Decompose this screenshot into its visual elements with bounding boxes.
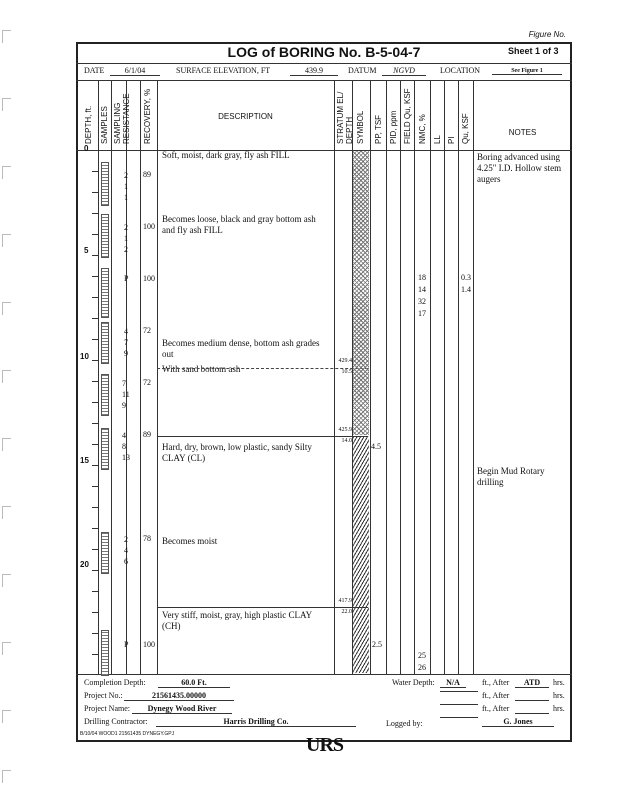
pp-value-2: 2.5	[372, 640, 382, 649]
col-samples: SAMPLES	[100, 106, 109, 144]
date-value: 6/1/04	[110, 66, 160, 76]
col-pi: PI	[447, 136, 456, 144]
depth-tick-0: 0	[84, 144, 89, 153]
water-blank-2	[440, 691, 478, 692]
col-recovery: RECOVERY, %	[143, 88, 152, 144]
description-5: Hard, dry, brown, low plastic, sandy Silty CLAY (CL)	[162, 442, 312, 463]
qu-values: 0.3 1.4	[461, 273, 471, 294]
datum-label: DATUM	[348, 66, 377, 75]
completion-label: Completion Depth:	[84, 678, 146, 687]
project-no-label: Project No.:	[84, 691, 123, 700]
after-blank-2	[515, 691, 549, 701]
recovery-4: 72	[143, 326, 151, 335]
boring-log-frame	[76, 42, 572, 742]
logged-blank	[440, 717, 478, 718]
depth-tick-5: 5	[84, 246, 89, 255]
elevation-value: 439.9	[290, 66, 338, 76]
after-label-2: ft., After	[482, 691, 510, 700]
urs-logo: URS	[306, 734, 344, 756]
hrs-label-3: hrs.	[553, 704, 565, 713]
description-1: Soft, moist, dark gray, fly ash FILL	[162, 150, 290, 160]
sample-1: 2 1 1	[124, 171, 128, 202]
stratum-1: 429.4 10.5	[338, 358, 352, 375]
datum-value: NGVD	[382, 66, 426, 76]
recovery-3: 100	[143, 274, 155, 283]
recovery-8: 100	[143, 640, 155, 649]
description-7: Very stiff, moist, gray, high plastic CLAY (CH)	[162, 610, 312, 631]
col-depth: DEPTH, ft.	[84, 105, 93, 144]
completion-value: 60.0 Ft.	[158, 678, 230, 688]
table-bottom-divider	[76, 674, 572, 675]
water-depth-value: N/A	[440, 678, 466, 688]
recovery-1: 89	[143, 170, 151, 179]
depth-ruler	[92, 150, 98, 674]
description-4: With sand bottom ash	[162, 364, 241, 374]
col-qu: Qu, KSF	[461, 113, 470, 144]
sample-3: P	[124, 274, 129, 283]
note-1: Boring advanced using 4.25" I.D. Hollow stem augers	[477, 152, 562, 184]
pp-value-1: 4.5	[371, 442, 381, 451]
logged-by-label: Logged by:	[386, 719, 423, 728]
description-6: Becomes moist	[162, 536, 218, 546]
col-ll: LL	[433, 135, 442, 144]
recovery-5: 72	[143, 378, 151, 387]
atd-value: ATD	[515, 678, 549, 688]
clay-symbol-pattern	[353, 436, 369, 673]
sheet-number: Sheet 1 of 3	[508, 46, 559, 56]
sample-6: 4 8 13	[122, 431, 130, 462]
project-no-value: 21561435.00000	[124, 691, 234, 701]
contractor-label: Drilling Contractor:	[84, 717, 148, 726]
stratum-2: 425.9 14.0	[338, 427, 352, 444]
col-description: DESCRIPTION	[218, 112, 273, 121]
col-pid: PID, ppm	[389, 110, 398, 144]
col-sampling-resistance: SAMPLING RESISTANCE	[113, 93, 131, 144]
depth-tick-20: 20	[80, 560, 89, 569]
fill-symbol-pattern	[353, 151, 369, 435]
col-pp: PP, TSF	[374, 114, 383, 144]
date-label: DATE	[84, 66, 105, 75]
sample-8: P	[124, 640, 129, 649]
description-3: Becomes medium dense, bottom ash grades out	[162, 338, 320, 359]
recovery-7: 78	[143, 534, 151, 543]
sample-7: 2 4 6	[124, 535, 128, 566]
depth-tick-10: 10	[80, 352, 89, 361]
elevation-label: SURFACE ELEVATION, FT	[176, 66, 271, 75]
info-divider	[76, 80, 572, 81]
contractor-value: Harris Drilling Co.	[156, 717, 356, 727]
after-blank-3	[515, 704, 549, 714]
project-name-label: Project Name:	[84, 704, 130, 713]
log-title: LOG of BORING No. B-5-04-7	[227, 44, 421, 60]
after-label-1: ft., After	[482, 678, 510, 687]
col-field-qu: FIELD Qu, KSF	[403, 88, 412, 144]
sample-5: 7 11 9	[122, 379, 130, 410]
recovery-2: 100	[143, 222, 155, 231]
nmc-values-1: 18 14 32 17	[418, 273, 426, 318]
water-blank-3	[440, 704, 478, 705]
title-divider	[76, 63, 572, 64]
after-label-3: ft., After	[482, 704, 510, 713]
col-nmc: NMC, %	[418, 114, 427, 144]
description-2: Becomes loose, black and gray bottom ash and fly ash FILL	[162, 214, 316, 235]
location-label: LOCATION	[440, 66, 480, 75]
file-reference: B/10/04 WOOD1 21561435 DYNEGY.GPJ	[80, 731, 175, 737]
col-stratum: STRATUM EL/ DEPTH	[336, 91, 354, 144]
note-2: Begin Mud Rotary drilling	[477, 466, 545, 487]
sample-2: 2 1 2	[124, 223, 128, 254]
recovery-6: 89	[143, 430, 151, 439]
sample-4: 4 7 9	[124, 327, 128, 358]
col-symbol: SYMBOL	[356, 110, 365, 144]
col-notes: NOTES	[508, 128, 537, 137]
depth-tick-15: 15	[80, 456, 89, 465]
hrs-label-2: hrs.	[553, 691, 565, 700]
location-value: See Figure 1	[492, 68, 562, 75]
logged-by-value: G. Jones	[482, 717, 554, 727]
project-name-value: Dynegy Wood River	[132, 704, 232, 714]
nmc-values-2: 25 26	[418, 651, 426, 672]
water-depth-label: Water Depth:	[392, 678, 435, 687]
hrs-label-1: hrs.	[553, 678, 565, 687]
figure-label: Figure No.	[528, 30, 566, 39]
stratum-3: 417.9 22.0	[338, 598, 352, 615]
